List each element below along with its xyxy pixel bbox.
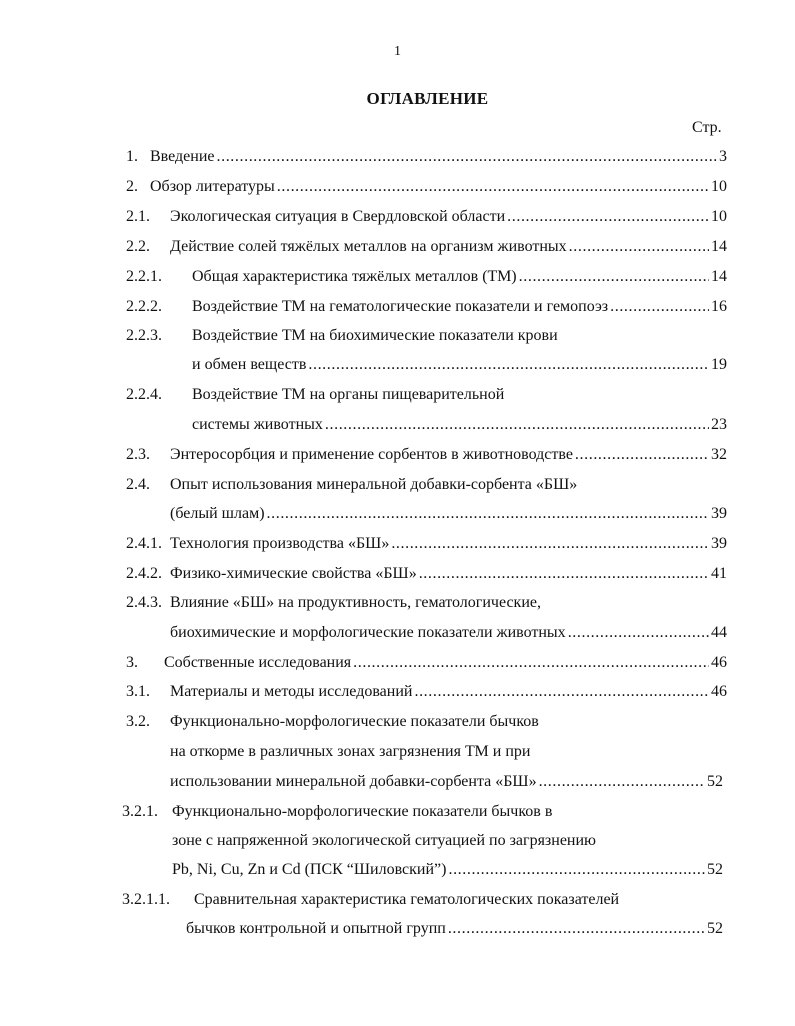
toc-entry-title: Воздействие ТМ на биохимические показатели крови: [192, 327, 558, 344]
toc-entry-title-cont: бычков контрольной и опытной групп: [186, 920, 446, 937]
toc-entry-title: Воздействие ТМ на органы пищеварительной: [192, 386, 505, 403]
toc-entry-review: [126, 176, 727, 198]
dot-leader: [448, 918, 705, 940]
page-column-label: Стр.: [692, 119, 722, 136]
toc-entry-title: Сравнительная характеристика гематологических показателей: [194, 891, 620, 908]
toc-entry-number: 2.3.: [126, 446, 150, 463]
dot-leader: [419, 563, 709, 585]
toc-entry-2-2: [126, 236, 727, 258]
toc-entry-page: 52: [707, 773, 723, 790]
toc-entry-title: Энтеросорбция и применение сорбентов в животноводстве: [170, 446, 573, 463]
toc-entry-page: 14: [711, 268, 727, 285]
toc-entry-number: 3.2.: [126, 713, 150, 730]
toc-entry-2-4-cont: [170, 503, 727, 525]
dot-leader: [519, 266, 709, 288]
toc-entry-title-cont: Pb, Ni, Cu, Zn и Cd (ПСК “Шиловский”): [172, 861, 447, 878]
toc-entry-title: Экологическая ситуация в Свердловской области: [170, 208, 506, 225]
toc-title: ОГЛАВЛЕНИЕ: [366, 89, 489, 108]
toc-entry-title: Воздействие ТМ на гематологические показатели и гемопоэз: [192, 298, 609, 315]
toc-entry-page: 52: [707, 920, 723, 937]
toc-entry-page: 19: [711, 356, 727, 373]
toc-entry-page: 16: [711, 298, 727, 315]
toc-entry-number: 2.2.4.: [126, 386, 162, 403]
toc-entry-page: 10: [711, 178, 727, 195]
toc-entry-page: 46: [711, 654, 727, 671]
toc-entry-3-2-1-cont2: [172, 859, 723, 881]
toc-entry-title-cont: на откорме в различных зонах загрязнения ТМ и при: [170, 743, 531, 760]
toc-entry-2-4-1: [126, 533, 727, 555]
toc-entry-page: 39: [711, 535, 727, 552]
dot-leader: [610, 296, 709, 318]
toc-entry-title: Обзор литературы: [150, 178, 275, 195]
toc-entry-3-2-cont1: [170, 741, 727, 763]
toc-entry-3-2-cont2: [170, 771, 723, 793]
dot-leader: [308, 354, 709, 376]
toc-entry-2-2-4: [126, 384, 727, 406]
toc-entry-page: 41: [711, 565, 727, 582]
toc-entry-title: Общая характеристика тяжёлых металлов (ТМ): [192, 268, 517, 285]
toc-entry-title: Введение: [150, 148, 215, 165]
toc-entry-page: 46: [711, 683, 727, 700]
toc-entry-page: 52: [707, 861, 723, 878]
toc-entry-title-cont: системы животных: [192, 416, 323, 433]
toc-entry-title: Функционально-морфологические показатели бычков в: [172, 803, 553, 820]
toc-entry-title-cont: зоне с напряженной экологической ситуацией по загрязнению: [172, 832, 596, 849]
dot-leader: [575, 444, 709, 466]
toc-entry-title: Влияние «БШ» на продуктивность, гематологические,: [170, 594, 541, 611]
dot-leader: [569, 236, 709, 258]
dot-leader: [539, 771, 705, 793]
toc-entry-title-cont: (белый шлам): [170, 505, 265, 522]
dot-leader: [568, 622, 709, 644]
dot-leader: [448, 859, 705, 881]
toc-entry-title: Действие солей тяжёлых металлов на организм животных: [170, 238, 567, 255]
toc-entry-number: 2.4.: [126, 476, 150, 493]
toc-entry-2-4-3-cont: [170, 622, 727, 644]
toc-entry-3-2-1-1-cont: [186, 918, 723, 940]
dot-leader: [353, 652, 709, 674]
toc-entry-number: 3.2.1.1.: [122, 891, 170, 908]
toc-entry-number: 1.: [126, 148, 138, 165]
dot-leader: [325, 414, 709, 436]
toc-entry-title-cont: биохимические и морфологические показатели животных: [170, 624, 566, 641]
toc-entry-2-4: [126, 474, 727, 496]
toc-entry-3: [126, 652, 727, 674]
toc-entry-title: Технология производства «БШ»: [170, 535, 390, 552]
toc-entry-page: 39: [711, 505, 727, 522]
toc-entry-number: 2.: [126, 178, 138, 195]
toc-entry-number: 2.4.3.: [126, 594, 162, 611]
toc-entry-number: 2.2.: [126, 238, 150, 255]
toc-entry-3-2-1: [122, 801, 727, 823]
toc-entry-3-2: [126, 711, 727, 733]
dot-leader: [507, 206, 709, 228]
toc-entry-page: 23: [711, 416, 727, 433]
toc-entry-3-2-1-1: [122, 889, 727, 911]
dot-leader: [267, 503, 709, 525]
toc-entry-2-2-1: [126, 266, 727, 288]
toc-entry-2-2-4-cont: [192, 414, 727, 436]
toc-entry-title: Опыт использования минеральной добавки-сорбента «БШ»: [170, 476, 578, 493]
page-number: 1: [394, 44, 401, 59]
toc-entry-page: 10: [711, 208, 727, 225]
toc-entry-2-2-3: [126, 325, 727, 347]
toc-entry-2-2-3-cont: [192, 354, 727, 376]
toc-entry-page: 44: [711, 624, 727, 641]
toc-entry-2-3: [126, 444, 727, 466]
toc-entry-number: 2.1.: [126, 208, 150, 225]
toc-entry-2-1: [126, 206, 727, 228]
dot-leader: [217, 146, 718, 168]
toc-entry-number: 3.1.: [126, 683, 150, 700]
toc-entry-title: Собственные исследования: [164, 654, 352, 671]
toc-entry-2-4-2: [126, 563, 727, 585]
toc-entry-number: 2.2.2.: [126, 298, 162, 315]
toc-entry-title-cont: использовании минеральной добавки-сорбента «БШ»: [170, 773, 537, 790]
dot-leader: [277, 176, 709, 198]
toc-entry-number: 3.: [126, 654, 138, 671]
toc-entry-page: 3: [719, 148, 727, 165]
toc-entry-number: 2.2.1.: [126, 268, 162, 285]
toc-entry-intro: [126, 146, 727, 168]
toc-entry-title: Функционально-морфологические показатели бычков: [170, 713, 539, 730]
toc-entry-number: 2.4.1.: [126, 535, 162, 552]
toc-entry-title: Материалы и методы исследований: [170, 683, 413, 700]
toc-entry-page: 32: [711, 446, 727, 463]
toc-entry-2-4-3: [126, 592, 727, 614]
toc-entry-3-2-1-cont1: [172, 830, 727, 852]
dot-leader: [391, 533, 709, 555]
toc-entry-page: 14: [711, 238, 727, 255]
toc-entry-2-2-2: [126, 296, 727, 318]
toc-entry-number: 2.4.2.: [126, 565, 162, 582]
toc-entry-title-cont: и обмен веществ: [192, 356, 307, 373]
toc-entry-number: 3.2.1.: [122, 803, 158, 820]
toc-entry-3-1: [126, 681, 727, 703]
toc-entry-title: Физико-химические свойства «БШ»: [170, 565, 417, 582]
toc-entry-number: 2.2.3.: [126, 327, 162, 344]
dot-leader: [414, 681, 709, 703]
